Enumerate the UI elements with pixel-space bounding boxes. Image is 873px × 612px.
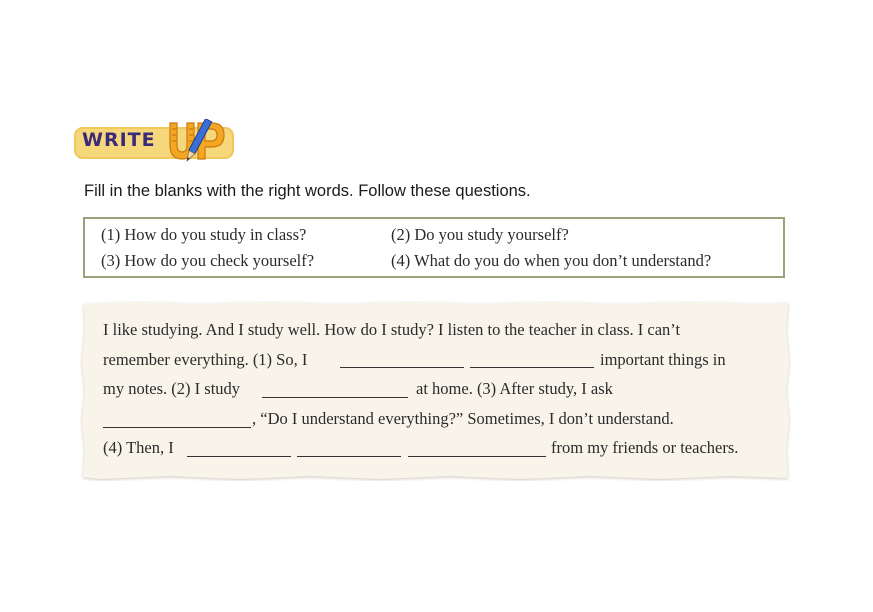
logo-write-text: WRITE bbox=[82, 129, 156, 151]
passage-line-1: I like studying. And I study well. How do I study? I listen to the teacher in class. I can’t bbox=[103, 320, 681, 339]
passage-line-5-start: (4) Then, I bbox=[103, 438, 174, 457]
blank-4c[interactable] bbox=[408, 456, 546, 457]
passage-line-5-end: from my friends or teachers. bbox=[551, 438, 739, 457]
questions-box bbox=[83, 217, 785, 278]
question-1: (1) How do you study in class? bbox=[101, 225, 307, 244]
question-2: (2) Do you study yourself? bbox=[391, 225, 569, 244]
blank-2[interactable] bbox=[262, 397, 408, 398]
passage-line-4: , “Do I understand everything?” Sometimes, I don’t understand. bbox=[252, 409, 674, 428]
passage-line-2-start: remember everything. (1) So, I bbox=[103, 350, 308, 369]
logo-up-pencil-icon bbox=[166, 119, 228, 169]
instruction-text: Fill in the blanks with the right words. Follow these questions. bbox=[84, 182, 531, 200]
blank-1a[interactable] bbox=[340, 367, 464, 368]
question-4: (4) What do you do when you don’t understand? bbox=[391, 251, 712, 270]
passage-line-3-start: my notes. (2) I study bbox=[103, 379, 241, 398]
blank-4b[interactable] bbox=[297, 456, 401, 457]
blank-4a[interactable] bbox=[187, 456, 291, 457]
question-3: (3) How do you check yourself? bbox=[101, 251, 315, 270]
blank-3[interactable] bbox=[103, 427, 251, 428]
passage-line-3-end: at home. (3) After study, I ask bbox=[416, 379, 613, 398]
write-up-logo bbox=[74, 119, 236, 169]
blank-1b[interactable] bbox=[470, 367, 594, 368]
passage-line-2-end: important things in bbox=[600, 350, 726, 369]
